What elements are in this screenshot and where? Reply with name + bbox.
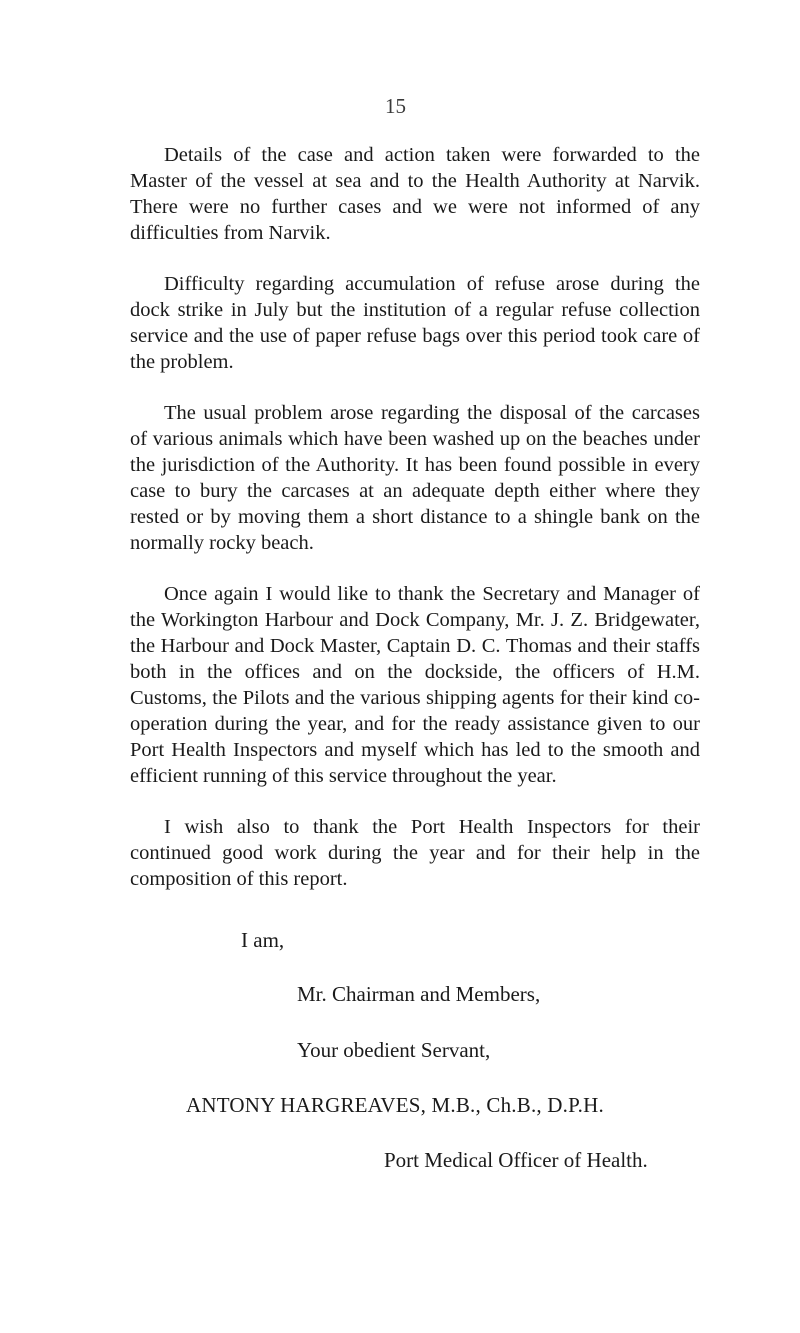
page-number: 15 — [385, 94, 406, 118]
closing-servant: Your obedient Servant, — [297, 1038, 491, 1062]
report-body — [130, 142, 700, 917]
paragraph-thanks-inspectors: I wish also to thank the Port Health Inspectors for their continued good work during the year and for their help in the composition of this report. — [130, 816, 700, 890]
paragraph-thanks-harbour: Once again I would like to thank the Secretary and Manager of the Workington Harbour and Dock Company, Mr. J. Z. Bridgewater, the Harbour and Dock Master, Captain D. C. Thomas and their staffs both in the offices and on the dockside, the officers of H.M. Customs, the Pilots and the various shipping agents for their kind co-operation during the year, and for the ready assistance given to our Port Health Inspectors and myself which has led to the smooth and efficient running of this service throughout the year. — [130, 583, 700, 787]
paragraph-refuse: Difficulty regarding accumulation of refuse arose during the dock strike in July but the institution of a regular refuse collection service and the use of paper refuse bags over this period took care of the problem. — [130, 273, 700, 373]
paragraph-narvik-case: Details of the case and action taken were forwarded to the Master of the vessel at sea and to the Health Authority at Narvik. There were no further cases and we were not informed of any difficulties from Narvik. — [130, 144, 700, 244]
signatory-title: Port Medical Officer of Health. — [384, 1148, 648, 1172]
closing-i-am: I am, — [241, 928, 285, 952]
paragraph-carcases: The usual problem arose regarding the disposal of the carcases of various animals which have been washed up on the beaches under the jurisdiction of the Authority. It has been found possible in every case to bury the carcases at an adequate depth either where they rested or by moving them a short distance to a shingle bank on the normally rocky beach. — [130, 402, 700, 554]
signatory-name: ANTONY HARGREAVES, M.B., Ch.B., D.P.H. — [186, 1093, 604, 1117]
closing-salutation: Mr. Chairman and Members, — [297, 982, 541, 1006]
